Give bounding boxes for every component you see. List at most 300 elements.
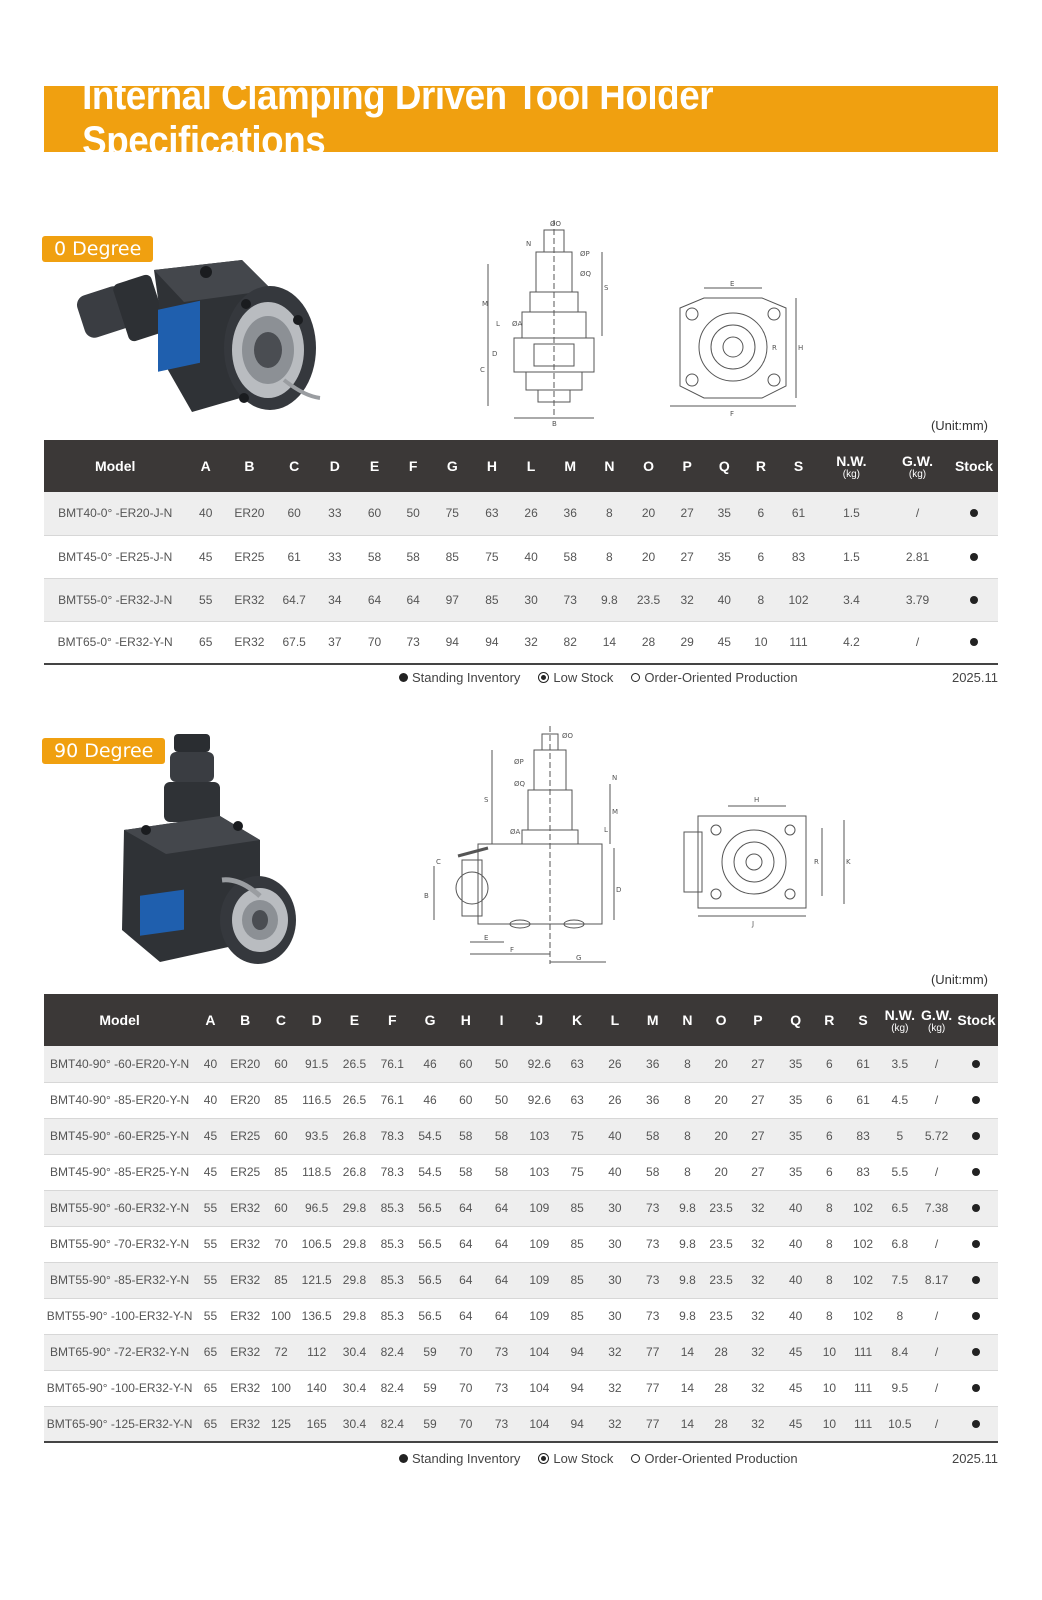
stock-cell [955, 1190, 998, 1226]
spec-cell: 121.5 [297, 1262, 336, 1298]
order-oriented-icon [631, 673, 640, 682]
spec-cell: 6 [743, 492, 780, 535]
spec-cell: 14 [590, 621, 629, 664]
spec-cell: 85 [265, 1262, 298, 1298]
dim-label: B [424, 892, 429, 900]
spec-cell: ER20 [225, 492, 274, 535]
standing-inventory-dot-icon [972, 1312, 980, 1320]
legend-item [399, 1451, 520, 1466]
dim-label: H [798, 344, 804, 352]
spec-cell: 8 [814, 1190, 845, 1226]
spec-cell: 85 [559, 1298, 596, 1334]
dim-label: R [772, 344, 777, 352]
spec-cell: 26.8 [336, 1154, 373, 1190]
col-header: Stock [955, 994, 998, 1046]
spec-cell: 60 [448, 1082, 483, 1118]
spec-cell: 3.5 [881, 1046, 918, 1082]
spec-cell: 61 [845, 1082, 882, 1118]
spec-cell: 77 [634, 1334, 671, 1370]
spec-cell: 26 [596, 1082, 635, 1118]
spec-cell: 100 [265, 1298, 298, 1334]
col-header: F [394, 440, 433, 492]
col-header: G [432, 440, 472, 492]
spec-cell: 10 [814, 1370, 845, 1406]
spec-cell: 23.5 [704, 1298, 739, 1334]
spec-cell: 56.5 [412, 1190, 449, 1226]
spec-cell: 82.4 [373, 1370, 412, 1406]
model-cell: BMT55-90° -60-ER32-Y-N [44, 1190, 195, 1226]
table-row [44, 1190, 998, 1226]
spec-cell: 23.5 [704, 1226, 739, 1262]
spec-cell: 83 [845, 1118, 882, 1154]
col-header: N [590, 440, 629, 492]
spec-cell: 58 [634, 1118, 671, 1154]
col-header: O [629, 440, 669, 492]
spec-cell: 59 [412, 1334, 449, 1370]
spec-cell: ER25 [225, 535, 274, 578]
dim-label: ØQ [514, 780, 526, 788]
spec-cell: 29.8 [336, 1226, 373, 1262]
dim-label: L [496, 320, 500, 328]
model-cell: BMT65-90° -72-ER32-Y-N [44, 1334, 195, 1370]
spec-cell: 27 [738, 1154, 777, 1190]
spec-cell: 8 [590, 535, 629, 578]
spec-cell: 111 [845, 1334, 882, 1370]
spec-cell: 29.8 [336, 1298, 373, 1334]
spec-cell: 32 [668, 578, 706, 621]
spec-cell: 65 [186, 621, 225, 664]
dim-label: E [484, 934, 489, 942]
spec-cell: 111 [779, 621, 818, 664]
spec-cell: 32 [738, 1226, 777, 1262]
spec-cell: 64 [483, 1298, 520, 1334]
stock-cell [955, 1262, 998, 1298]
standing-inventory-dot-icon [399, 1454, 408, 1463]
legend-item [631, 670, 797, 685]
spec-cell: 64 [448, 1190, 483, 1226]
model-cell: BMT40-0° -ER20-J-N [44, 492, 186, 535]
standing-inventory-dot-icon [970, 638, 978, 646]
spec-cell: 30 [596, 1226, 635, 1262]
col-header: C [274, 440, 315, 492]
spec-cell: 30 [596, 1298, 635, 1334]
spec-cell: 28 [704, 1406, 739, 1442]
spec-cell: 35 [706, 492, 743, 535]
spec-cell: 20 [629, 535, 669, 578]
spec-cell: 77 [634, 1370, 671, 1406]
nw-label: N.W. [884, 1006, 915, 1023]
dim-label: G [576, 954, 582, 962]
spec-cell: 9.8 [671, 1298, 704, 1334]
spec-cell: 70 [448, 1406, 483, 1442]
spec-cell: 109 [520, 1298, 559, 1334]
low-stock-icon [538, 672, 549, 683]
spec-cell: 26.5 [336, 1082, 373, 1118]
spec-cell: 8 [814, 1226, 845, 1262]
spec-cell: 23.5 [704, 1190, 739, 1226]
stock-cell [950, 578, 998, 621]
spec-cell: 2.81 [885, 535, 950, 578]
table-row [44, 535, 998, 578]
spec-cell: 58 [448, 1154, 483, 1190]
spec-cell: 32 [738, 1370, 777, 1406]
spec-cell: 58 [355, 535, 394, 578]
spec-cell: 32 [738, 1262, 777, 1298]
spec-cell: 8 [814, 1298, 845, 1334]
spec-cell: 106.5 [297, 1226, 336, 1262]
col-header-nw [881, 994, 918, 1046]
nw-unit: (kg) [891, 1022, 909, 1034]
spec-cell: 45 [195, 1154, 226, 1190]
table-row [44, 1262, 998, 1298]
spec-cell: 14 [671, 1406, 704, 1442]
stock-cell [955, 1082, 998, 1118]
spec-cell: 165 [297, 1406, 336, 1442]
spec-cell: 85.3 [373, 1226, 412, 1262]
col-header: H [448, 994, 483, 1046]
dim-label: C [436, 858, 441, 866]
spec-cell: 70 [265, 1226, 298, 1262]
standing-inventory-dot-icon [970, 596, 978, 604]
dim-label: B [552, 420, 557, 428]
spec-cell: 23.5 [629, 578, 669, 621]
spec-cell: 40 [195, 1046, 226, 1082]
spec-cell: 70 [448, 1334, 483, 1370]
spec-cell: 37 [315, 621, 356, 664]
col-header: Model [44, 994, 195, 1046]
spec-cell: 40 [706, 578, 743, 621]
spec-cell: 3.4 [818, 578, 885, 621]
spec-cell: 40 [195, 1082, 226, 1118]
dim-label: ØQ [580, 270, 592, 278]
spec-cell: 54.5 [412, 1118, 449, 1154]
title-banner [44, 74, 998, 163]
col-header: B [225, 440, 274, 492]
spec-cell: 30 [512, 578, 551, 621]
spec-cell: 55 [195, 1190, 226, 1226]
spec-cell: 32 [512, 621, 551, 664]
model-cell: BMT55-90° -70-ER32-Y-N [44, 1226, 195, 1262]
spec-cell: 85 [472, 578, 512, 621]
col-header: A [195, 994, 226, 1046]
col-header: C [265, 994, 298, 1046]
spec-cell: 1.5 [818, 492, 885, 535]
dim-label: K [846, 858, 851, 866]
spec-cell: 6.8 [881, 1226, 918, 1262]
spec-cell: 32 [738, 1298, 777, 1334]
table-header-row [44, 994, 998, 1046]
col-header: H [472, 440, 512, 492]
spec-cell: 61 [845, 1046, 882, 1082]
spec-cell: 102 [845, 1298, 882, 1334]
edition-date: 2025.11 [951, 670, 998, 685]
dim-label: ØO [550, 220, 562, 228]
spec-cell: 40 [777, 1262, 814, 1298]
table-row [44, 1298, 998, 1334]
spec-cell: 10 [814, 1334, 845, 1370]
spec-table-90-degree [44, 994, 998, 1443]
spec-cell: 56.5 [412, 1226, 449, 1262]
standing-inventory-dot-icon [399, 673, 408, 682]
unit-label-90-degree: (Unit:mm) [930, 972, 988, 987]
col-header: F [373, 994, 412, 1046]
spec-cell: 8 [814, 1262, 845, 1298]
spec-cell: ER32 [226, 1298, 265, 1334]
model-cell: BMT45-90° -60-ER25-Y-N [44, 1118, 195, 1154]
spec-cell: 36 [550, 492, 590, 535]
spec-cell: 94 [559, 1334, 596, 1370]
spec-cell: 60 [265, 1118, 298, 1154]
spec-cell: 8 [881, 1298, 918, 1334]
dim-label: D [616, 886, 622, 894]
spec-cell: ER32 [226, 1406, 265, 1442]
col-header: D [315, 440, 356, 492]
table-row [44, 1118, 998, 1154]
table-row [44, 1406, 998, 1442]
spec-cell: 85.3 [373, 1262, 412, 1298]
spec-cell: 6 [814, 1082, 845, 1118]
stock-cell [955, 1406, 998, 1442]
spec-cell: 63 [472, 492, 512, 535]
col-header: R [743, 440, 780, 492]
stock-cell [950, 621, 998, 664]
spec-cell: 64 [483, 1262, 520, 1298]
low-stock-icon [538, 1453, 549, 1464]
spec-cell: 78.3 [373, 1118, 412, 1154]
legend-item [631, 1451, 797, 1466]
section-badge-0-degree: 0 Degree [42, 236, 153, 262]
spec-cell: 45 [706, 621, 743, 664]
spec-cell: 58 [448, 1118, 483, 1154]
col-header: J [520, 994, 559, 1046]
spec-cell: 50 [483, 1082, 520, 1118]
spec-cell: 40 [512, 535, 551, 578]
col-header: S [845, 994, 882, 1046]
spec-cell: 56.5 [412, 1298, 449, 1334]
legend-item [399, 670, 520, 685]
col-header: L [512, 440, 551, 492]
spec-cell: 83 [779, 535, 818, 578]
spec-cell: 103 [520, 1118, 559, 1154]
product-photo-0-degree [72, 250, 322, 430]
spec-cell: 6 [814, 1046, 845, 1082]
spec-cell: 73 [483, 1406, 520, 1442]
spec-cell: 33 [315, 535, 356, 578]
spec-cell: 125 [265, 1406, 298, 1442]
spec-cell: / [885, 621, 950, 664]
stock-cell [955, 1154, 998, 1190]
col-header: D [297, 994, 336, 1046]
dim-label: M [612, 808, 619, 816]
spec-cell: 85.3 [373, 1190, 412, 1226]
model-cell: BMT65-0° -ER32-Y-N [44, 621, 186, 664]
spec-cell: 103 [520, 1154, 559, 1190]
spec-cell: 63 [559, 1046, 596, 1082]
spec-cell: 35 [777, 1082, 814, 1118]
spec-cell: 70 [355, 621, 394, 664]
table-row [44, 578, 998, 621]
standing-inventory-dot-icon [972, 1204, 980, 1212]
spec-cell: 6.5 [881, 1190, 918, 1226]
stock-cell [955, 1370, 998, 1406]
spec-cell: 73 [483, 1334, 520, 1370]
spec-cell: 27 [738, 1082, 777, 1118]
spec-cell: 14 [671, 1370, 704, 1406]
spec-cell: 75 [559, 1118, 596, 1154]
spec-cell: 7.38 [918, 1190, 955, 1226]
standing-inventory-dot-icon [970, 553, 978, 561]
dim-label: S [484, 796, 489, 804]
spec-cell: 77 [634, 1406, 671, 1442]
col-header: N [671, 994, 704, 1046]
spec-cell: 27 [668, 535, 706, 578]
spec-cell: 4.5 [881, 1082, 918, 1118]
spec-cell: / [918, 1154, 955, 1190]
section-badge-90-degree: 90 Degree [42, 738, 165, 764]
spec-cell: 34 [315, 578, 356, 621]
standing-inventory-dot-icon [972, 1276, 980, 1284]
spec-cell: 64.7 [274, 578, 315, 621]
standing-inventory-dot-icon [972, 1384, 980, 1392]
spec-cell: 30 [596, 1190, 635, 1226]
spec-cell: 59 [412, 1406, 449, 1442]
gw-unit: (kg) [927, 1022, 946, 1034]
spec-cell: 58 [634, 1154, 671, 1190]
spec-cell: ER32 [226, 1190, 265, 1226]
spec-cell: / [885, 492, 950, 535]
spec-cell: 10 [743, 621, 780, 664]
spec-cell: / [918, 1082, 955, 1118]
spec-cell: 27 [738, 1118, 777, 1154]
spec-cell: 75 [432, 492, 472, 535]
spec-cell: 102 [845, 1262, 882, 1298]
spec-cell: 40 [596, 1154, 635, 1190]
spec-cell: 104 [520, 1334, 559, 1370]
spec-cell: 58 [483, 1118, 520, 1154]
stock-cell [950, 492, 998, 535]
col-header: O [704, 994, 739, 1046]
spec-cell: 73 [634, 1226, 671, 1262]
spec-cell: 118.5 [297, 1154, 336, 1190]
dim-label: N [612, 774, 618, 782]
spec-cell: 73 [550, 578, 590, 621]
spec-cell: 32 [596, 1334, 635, 1370]
spec-cell: 20 [704, 1154, 739, 1190]
col-header: Q [777, 994, 814, 1046]
table-row [44, 492, 998, 535]
dim-label: C [480, 366, 485, 374]
table-row [44, 1226, 998, 1262]
spec-cell: 64 [448, 1298, 483, 1334]
dim-label: ØP [580, 250, 590, 258]
spec-cell: 82.4 [373, 1406, 412, 1442]
spec-cell: 9.8 [671, 1262, 704, 1298]
spec-cell: 32 [596, 1370, 635, 1406]
spec-cell: 23.5 [704, 1262, 739, 1298]
spec-cell: 10 [814, 1406, 845, 1442]
spec-cell: 109 [520, 1262, 559, 1298]
spec-cell: 29.8 [336, 1190, 373, 1226]
col-header: G [412, 994, 449, 1046]
spec-cell: 8.17 [918, 1262, 955, 1298]
spec-cell: 67.5 [274, 621, 315, 664]
spec-cell: ER32 [225, 621, 274, 664]
spec-cell: 9.8 [671, 1226, 704, 1262]
spec-cell: 50 [483, 1046, 520, 1082]
standing-inventory-dot-icon [972, 1240, 980, 1248]
spec-cell: 59 [412, 1370, 449, 1406]
dim-label: F [510, 946, 515, 954]
spec-cell: ER32 [226, 1226, 265, 1262]
spec-cell: ER20 [226, 1082, 265, 1118]
spec-cell: 102 [845, 1226, 882, 1262]
model-cell: BMT65-90° -100-ER32-Y-N [44, 1370, 195, 1406]
col-header: L [596, 994, 635, 1046]
spec-cell: 8 [671, 1046, 704, 1082]
standing-inventory-dot-icon [972, 1168, 980, 1176]
dim-label: L [604, 826, 608, 834]
spec-cell: 60 [448, 1046, 483, 1082]
spec-cell: 92.6 [520, 1082, 559, 1118]
spec-cell: 35 [777, 1154, 814, 1190]
spec-cell: 58 [394, 535, 433, 578]
edition-date: 2025.11 [951, 1451, 998, 1466]
spec-cell: 91.5 [297, 1046, 336, 1082]
spec-cell: 55 [195, 1298, 226, 1334]
col-header: K [559, 994, 596, 1046]
model-cell: BMT55-90° -85-ER32-Y-N [44, 1262, 195, 1298]
spec-cell: 9.8 [671, 1190, 704, 1226]
spec-cell: 8 [590, 492, 629, 535]
spec-cell: 27 [668, 492, 706, 535]
spec-cell: 73 [634, 1262, 671, 1298]
spec-cell: 5 [881, 1118, 918, 1154]
spec-cell: 46 [412, 1046, 449, 1082]
spec-cell: 76.1 [373, 1082, 412, 1118]
spec-cell: 72 [265, 1334, 298, 1370]
dim-label: ØO [562, 732, 574, 740]
gw-unit: (kg) [908, 468, 927, 480]
col-header: E [336, 994, 373, 1046]
stock-cell [955, 1334, 998, 1370]
spec-cell: / [918, 1298, 955, 1334]
col-header: P [668, 440, 706, 492]
spec-cell: 111 [845, 1370, 882, 1406]
spec-cell: 40 [777, 1298, 814, 1334]
spec-cell: 104 [520, 1406, 559, 1442]
spec-cell: 94 [432, 621, 472, 664]
legend-item [538, 670, 613, 685]
spec-cell: 46 [412, 1082, 449, 1118]
spec-cell: 55 [195, 1262, 226, 1298]
dim-label: N [526, 240, 532, 248]
spec-cell: 8 [671, 1154, 704, 1190]
spec-cell: 27 [738, 1046, 777, 1082]
spec-cell: 26.8 [336, 1118, 373, 1154]
spec-cell: 9.5 [881, 1370, 918, 1406]
col-header-gw [885, 440, 950, 492]
spec-table-0-degree [44, 440, 998, 665]
spec-cell: 56.5 [412, 1262, 449, 1298]
spec-cell: 20 [629, 492, 669, 535]
spec-cell: 30.4 [336, 1370, 373, 1406]
spec-cell: 116.5 [297, 1082, 336, 1118]
legend-label: Low Stock [553, 670, 614, 685]
col-header: P [738, 994, 777, 1046]
spec-cell: 100 [265, 1370, 298, 1406]
spec-cell: 33 [315, 492, 356, 535]
standing-inventory-dot-icon [972, 1132, 980, 1140]
